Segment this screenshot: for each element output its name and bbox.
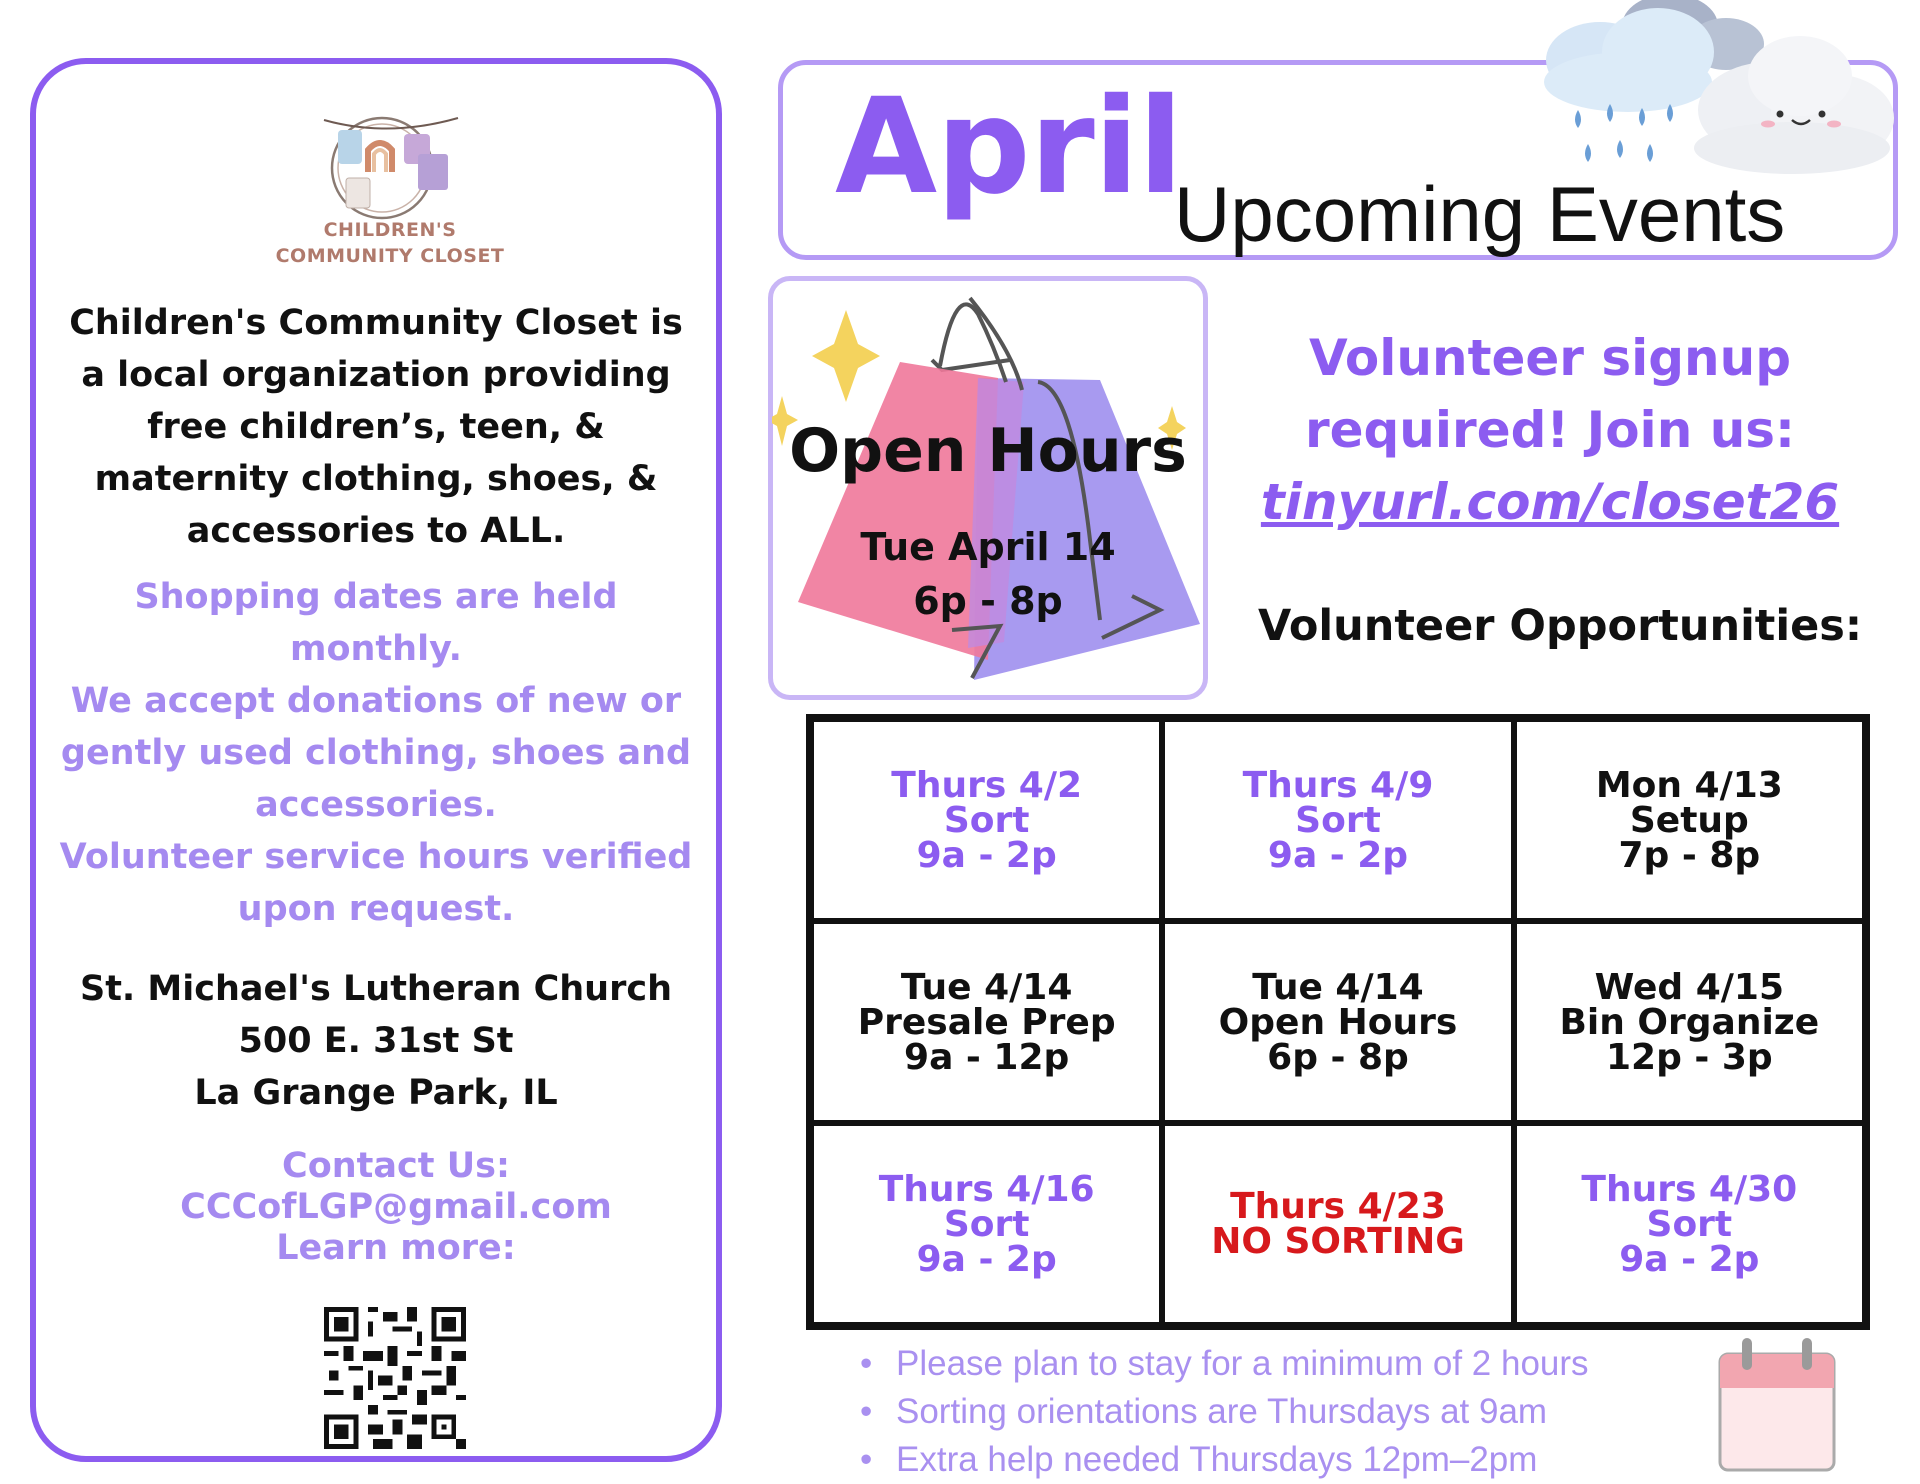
events-subtitle: Upcoming Events <box>1174 170 1786 258</box>
contact-email[interactable]: CCCofLGP@gmail.com <box>180 1187 612 1227</box>
address-line-3: La Grange Park, IL <box>194 1073 558 1113</box>
opportunity-task: Sort <box>1646 1203 1733 1245</box>
opportunity-task: Presale Prep <box>857 1001 1116 1043</box>
opportunity-cell <box>811 719 1162 921</box>
info-donations: We accept donations of new or gently used clothing, shoes and accessories. <box>60 681 692 825</box>
info-volunteer-hours: Volunteer service hours verified upon request. <box>59 837 693 929</box>
open-hours-title: Open Hours <box>789 416 1187 486</box>
opportunity-time: 9a - 2p <box>916 834 1057 876</box>
opportunity-date: Thurs 4/30 <box>1581 1168 1798 1210</box>
opportunity-time: 7p - 8p <box>1618 834 1761 876</box>
contact-section <box>52 1146 740 1269</box>
opportunity-cell <box>1514 719 1865 921</box>
opportunity-time: 9a - 2p <box>1619 1238 1760 1280</box>
opportunity-task: Bin Organize <box>1559 1001 1820 1043</box>
note-item: • Sorting orientations are Thursdays at 9am <box>854 1388 1734 1436</box>
learn-more-label: Learn more: <box>276 1228 516 1268</box>
address <box>52 963 700 1119</box>
qr-code-icon[interactable] <box>324 1307 466 1449</box>
signup-line-2: required! Join us: <box>1304 401 1796 459</box>
opportunity-cell-cancelled <box>1162 1123 1513 1325</box>
note-item: • Please plan to stay for a minimum of 2 hours <box>854 1340 1734 1388</box>
address-line-1: St. Michael's Lutheran Church <box>79 969 673 1009</box>
opportunity-task: Sort <box>943 799 1030 841</box>
opportunity-date: Thurs 4/16 <box>878 1168 1095 1210</box>
opportunity-task: NO SORTING <box>1211 1221 1465 1262</box>
opportunity-time: 9a - 2p <box>1267 834 1409 876</box>
opportunity-time: 6p - 8p <box>1267 1036 1409 1078</box>
opportunity-date: Thurs 4/2 <box>891 764 1083 806</box>
about-text: Children's Community Closet is a local organization providing free children’s, teen, & maternity clothing, shoes, & accessories to ALL. <box>69 303 683 551</box>
signup-line-1: Volunteer signup <box>1308 329 1792 387</box>
opportunity-task: Sort <box>1295 799 1381 841</box>
notes-list <box>854 1340 1734 1484</box>
calendar-icon <box>1712 1336 1842 1476</box>
open-hours-day: Tue April 14 <box>860 525 1116 569</box>
shopping-bags-icon <box>772 290 1212 690</box>
opportunity-cell <box>1162 921 1513 1123</box>
address-line-2: 500 E. 31st St <box>238 1021 514 1061</box>
opportunity-cell <box>1514 1123 1865 1325</box>
opportunity-task: Sort <box>943 1203 1030 1245</box>
open-hours-date <box>768 520 1208 628</box>
opportunity-cell <box>811 921 1162 1123</box>
month-title: April <box>835 70 1183 224</box>
opportunity-cell <box>1162 719 1513 921</box>
opportunity-cell <box>1514 921 1865 1123</box>
opportunity-date: Tue 4/14 <box>900 966 1073 1008</box>
opportunity-date: Mon 4/13 <box>1595 764 1783 806</box>
opportunity-date: Tue 4/14 <box>1252 966 1424 1008</box>
opportunity-date: Wed 4/15 <box>1594 966 1785 1008</box>
volunteer-opportunities-heading: Volunteer Opportunities: <box>1257 601 1863 651</box>
opportunity-cell <box>811 1123 1162 1325</box>
opportunity-date: Thurs 4/9 <box>1242 764 1434 806</box>
opportunity-time: 9a - 2p <box>916 1238 1057 1280</box>
opportunities-grid <box>806 714 1870 1330</box>
logo-line-2: COMMUNITY CLOSET <box>275 245 505 267</box>
opportunity-task: Setup <box>1629 799 1749 841</box>
note-item: • Extra help needed Thursdays 12pm–2pm <box>854 1436 1734 1484</box>
contact-label: Contact Us: <box>282 1146 510 1186</box>
signup-link[interactable]: tinyurl.com/closet26 <box>1260 473 1840 531</box>
opportunity-task: Open Hours <box>1218 1001 1458 1043</box>
opportunity-time: 9a - 12p <box>904 1036 1070 1078</box>
opportunity-time: 12p - 3p <box>1605 1036 1773 1078</box>
signup-section <box>1240 322 1860 538</box>
info-shopping: Shopping dates are held monthly. <box>134 577 618 669</box>
info-text <box>52 571 700 935</box>
logo-line-1: CHILDREN'S <box>323 219 457 241</box>
open-hours-time: 6p - 8p <box>913 579 1063 623</box>
opportunity-date: Thurs 4/23 <box>1230 1186 1446 1227</box>
rain-cloud-icon <box>1530 0 1910 190</box>
